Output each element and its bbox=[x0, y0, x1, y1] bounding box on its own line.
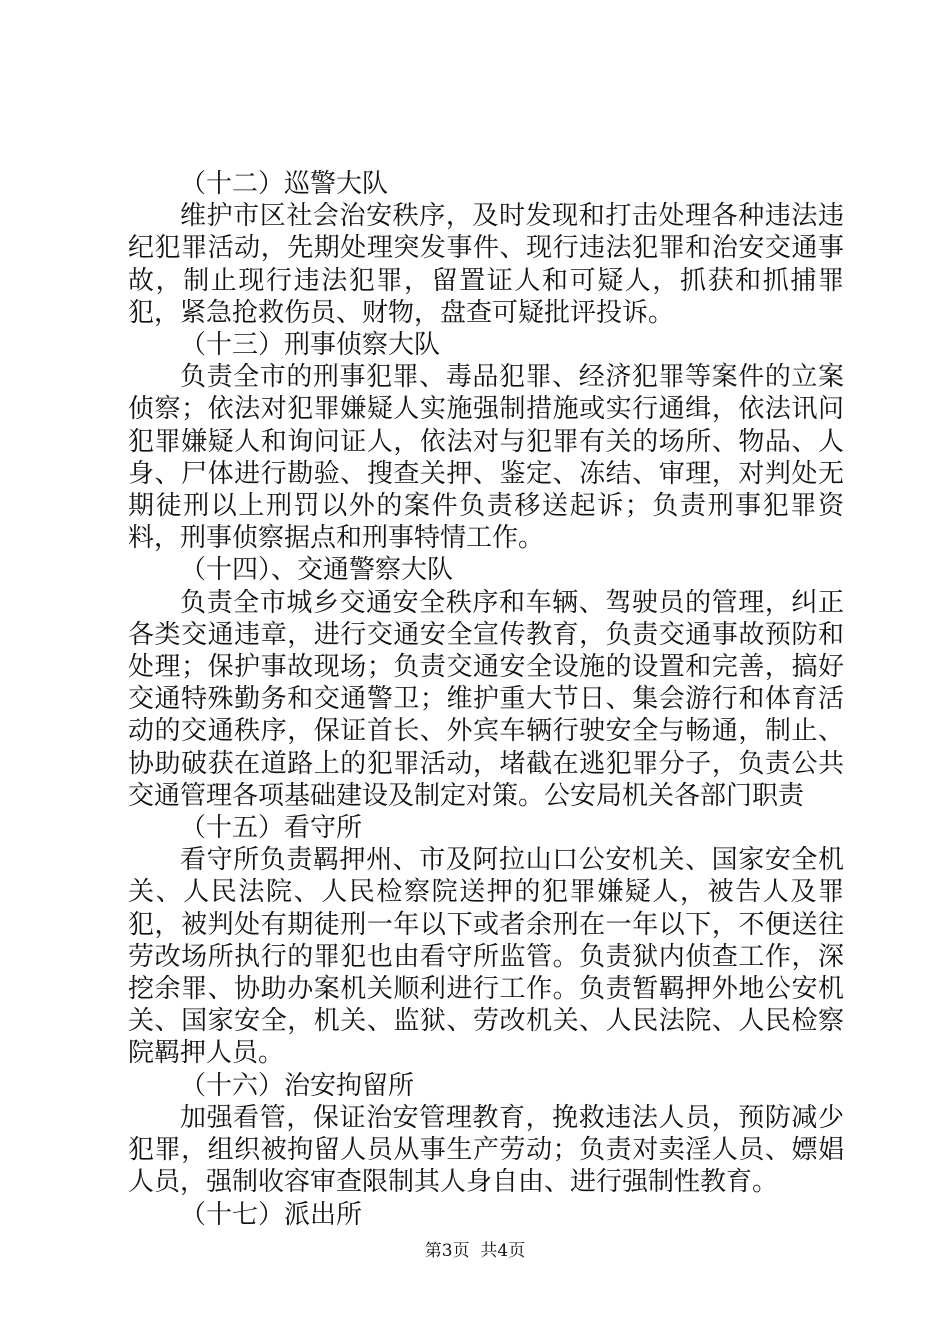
section-text-14: 负责全市城乡交通安全秩序和车辆、驾驶员的管理，纠正各类交通违章，进行交通安全宣传教育，负责交通事故预防和处理；保护事故现场；负责交通安全设施的设置和完善，搞好交通特殊勤务和交通警卫；维护重大节日、集会游行和体育活动的交通秩序，保证首长、外宾车辆行驶安全与畅通，制止、协助破获在道路上的犯罪活动，堵截在逃犯罪分子，负责公共交通管理各项基础建设及制定对策。公安局机关各部门职责 bbox=[128, 587, 844, 811]
section-heading-13: （十三）刑事侦察大队 bbox=[180, 330, 441, 361]
page-footer bbox=[0, 1240, 950, 1262]
section-text-12: 维护市区社会治安秩序，及时发现和打击处理各种违法违纪犯罪活动，先期处理突发事件、现行违法犯罪和治安交通事故，制止现行违法犯罪，留置证人和可疑人，抓获和抓捕罪犯，紧急抢救伤员、财物，盘查可疑批评投诉。 bbox=[128, 201, 844, 328]
page-number-label: 第3页 共4页 bbox=[424, 1241, 526, 1261]
document-body bbox=[128, 168, 844, 1231]
section-heading-15: （十五）看守所 bbox=[180, 813, 363, 844]
section-text-16: 加强看管，保证治安管理教育，挽救违法人员，预防减少犯罪，组织被拘留人员从事生产劳动；负责对卖淫人员、嫖娼人员，强制收容审查限制其人身自由、进行强制性教育。 bbox=[128, 1102, 844, 1198]
section-heading-14: （十四）、交通警察大队 bbox=[180, 555, 454, 586]
section-text-13: 负责全市的刑事犯罪、毒品犯罪、经济犯罪等案件的立案侦察；依法对犯罪嫌疑人实施强制措施或实行通缉，依法讯问犯罪嫌疑人和询问证人，依法对与犯罪有关的场所、物品、人身、尸体进行勘验、搜查关押、鉴定、冻结、审理，对判处无期徒刑以上刑罚以外的案件负责移送起诉；负责刑事犯罪资料，刑事侦察据点和刑事特情工作。 bbox=[128, 362, 844, 554]
section-heading-17: （十七）派出所 bbox=[180, 1199, 363, 1230]
section-heading-12: （十二）巡警大队 bbox=[180, 169, 389, 199]
section-heading-16: （十六）治安拘留所 bbox=[180, 1070, 415, 1101]
section-text-15: 看守所负责羁押州、市及阿拉山口公安机关、国家安全机关、人民法院、人民检察院送押的犯罪嫌疑人，被告人及罪犯，被判处有期徒刑一年以下或者余刑在一年以下，不便送往劳改场所执行的罪犯也由看守所监管。负责狱内侦查工作，深挖余罪、协助办案机关顺利进行工作。负责暂羁押外地公安机关、国家安全，机关、监狱、劳改机关、人民法院、人民检察院羁押人员。 bbox=[128, 845, 844, 1069]
